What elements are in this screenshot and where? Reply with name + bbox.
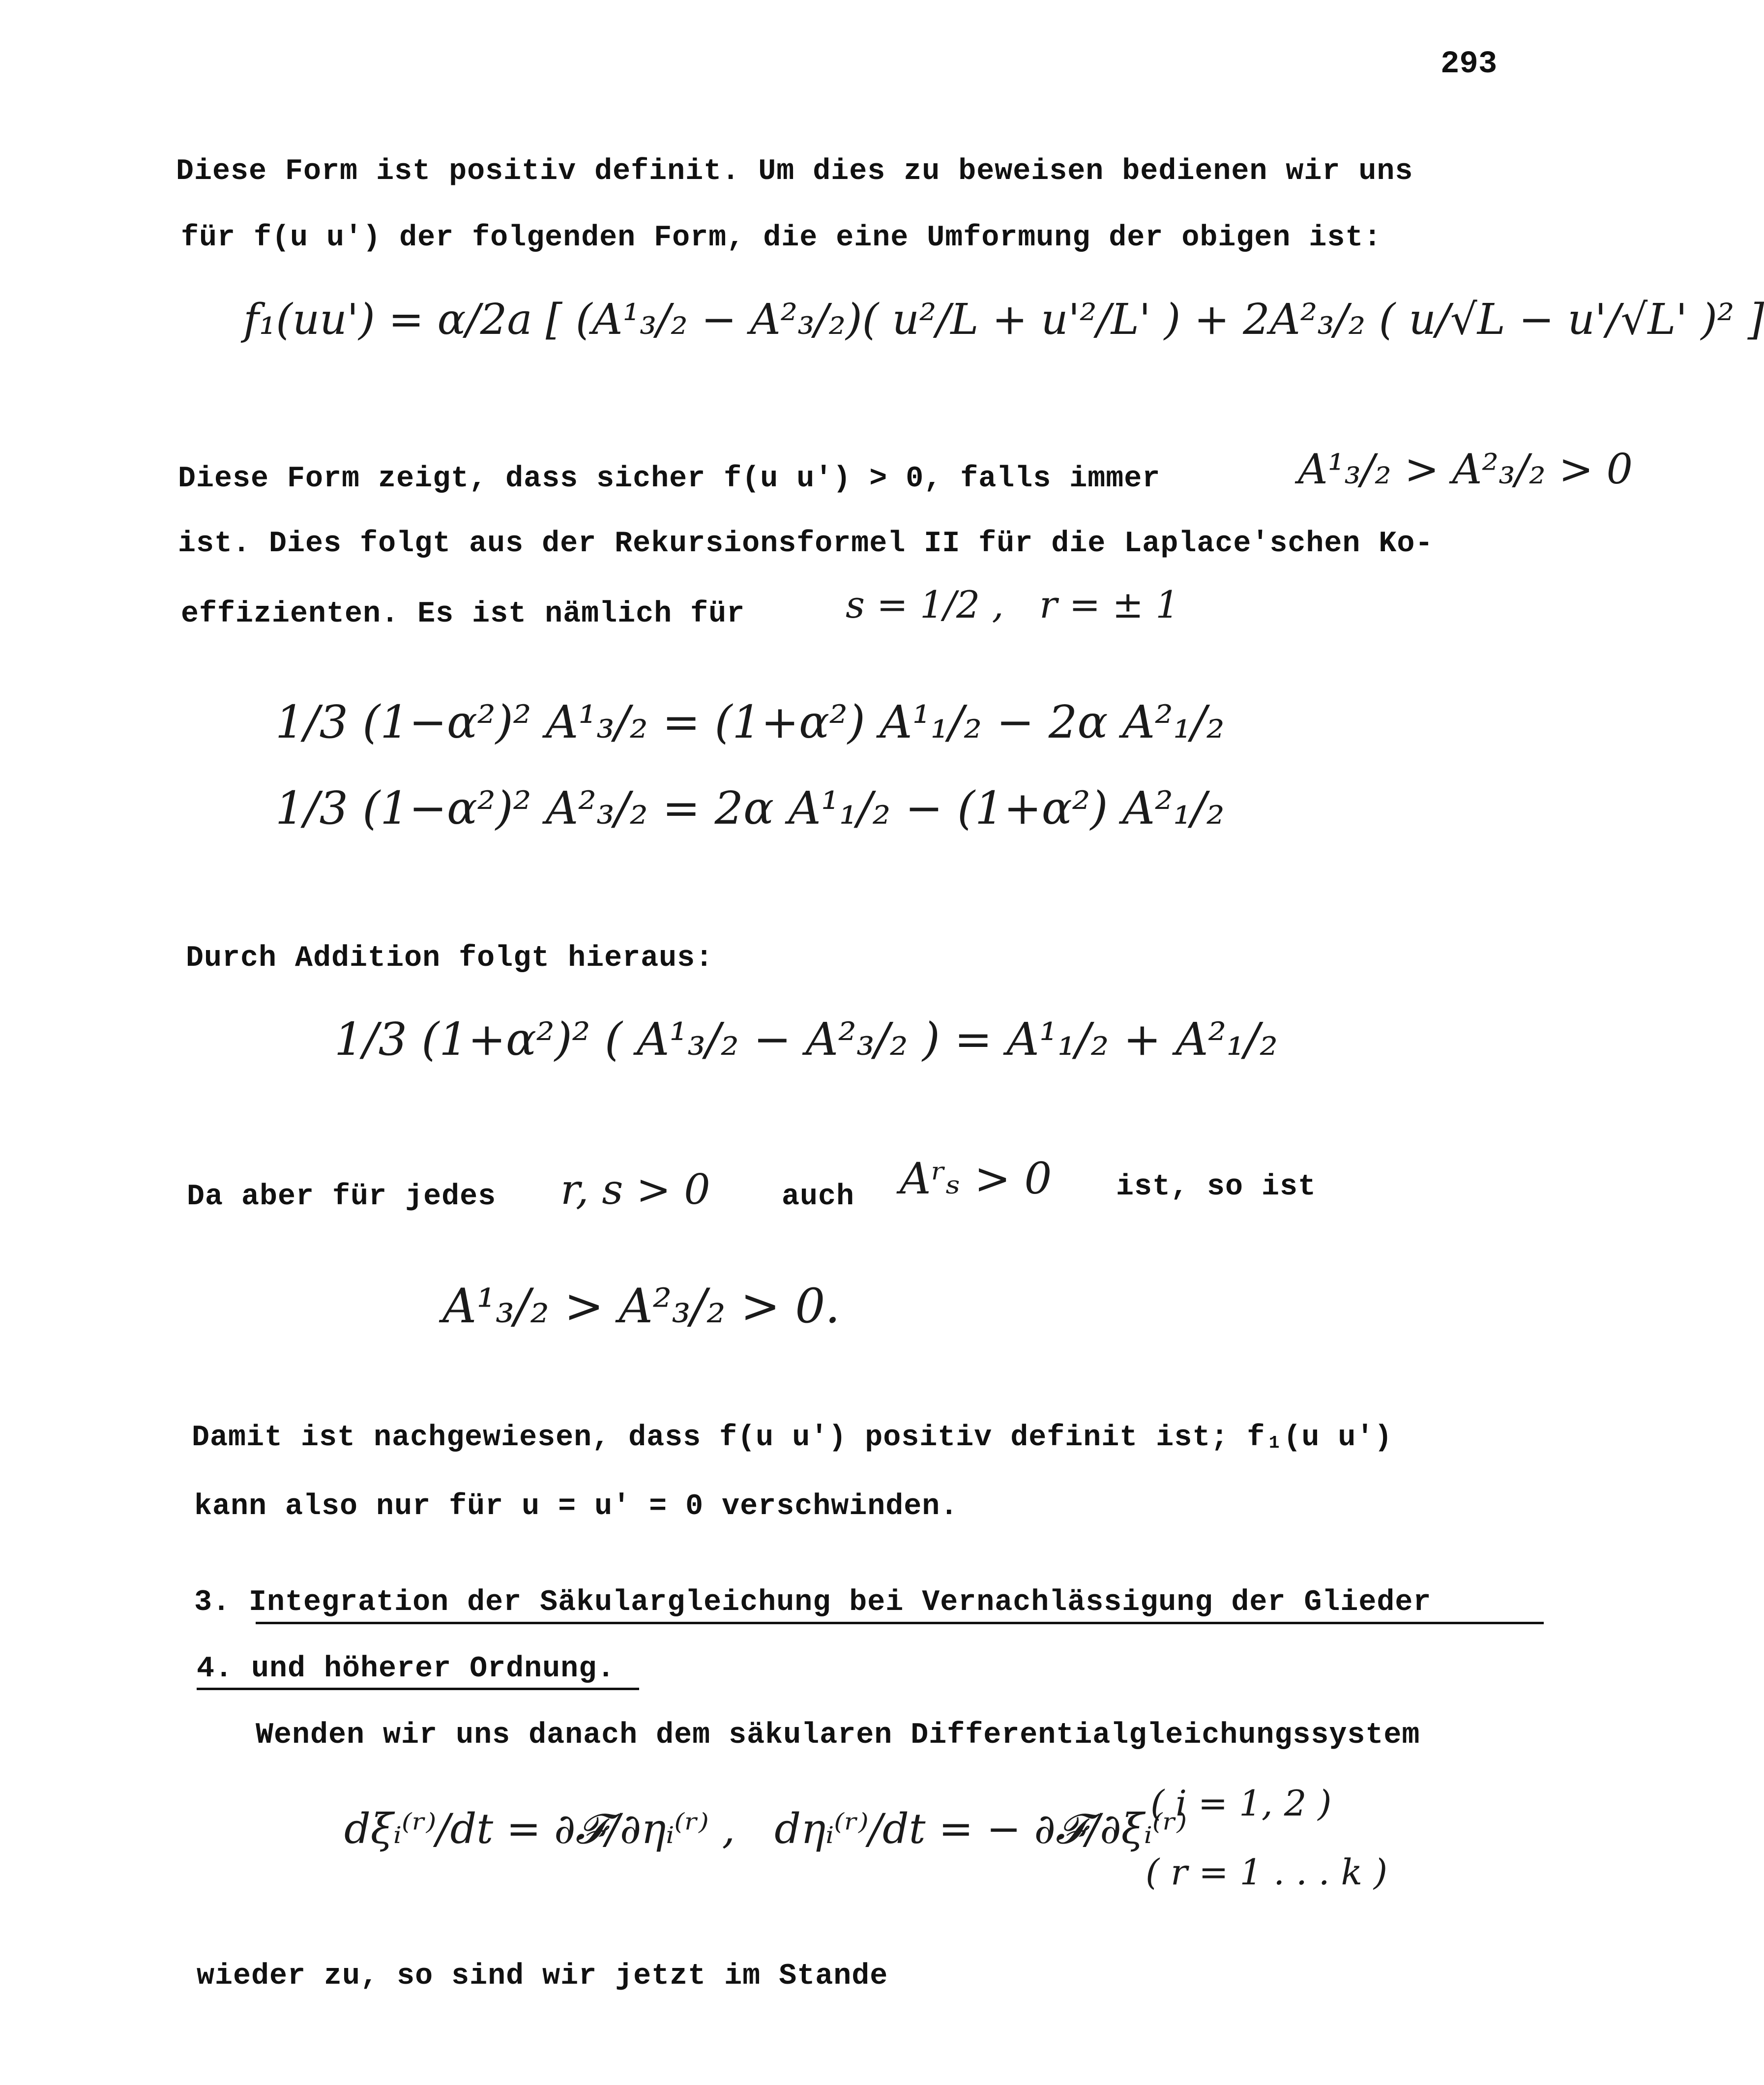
text-line-10: Damit ist nachgewiesen, dass f(u u') positiv definit ist; f₁(u u'): [192, 1421, 1393, 1455]
text-line-7: Da aber für jedes: [187, 1180, 497, 1214]
formula-svals: s = 1/2 , r = ± 1: [846, 583, 1179, 626]
text-line-8: auch: [782, 1180, 855, 1214]
formula-ode: dξᵢ⁽ʳ⁾/dt = ∂𝓕/∂ηᵢ⁽ʳ⁾ , dηᵢ⁽ʳ⁾/dt = − ∂𝓕/∂ξᵢ⁽ʳ⁾: [344, 1805, 1187, 1853]
formula-rs: r, s > 0: [560, 1165, 710, 1214]
text-line-9: ist, so ist: [1116, 1170, 1317, 1204]
formula-ineq1: A¹₃/₂ > A²₃/₂ > 0: [1298, 445, 1633, 493]
formula-index-i: ( i = 1, 2 ): [1150, 1783, 1332, 1824]
text-line-6: Durch Addition folgt hieraus:: [186, 942, 714, 975]
formula-recursion-2: 1/3 (1−α²)² A²₃/₂ = 2α A¹₁/₂ − (1+α²) A²₁/₂: [275, 782, 1225, 834]
formula-ineq2: A¹₃/₂ > A²₃/₂ > 0.: [442, 1279, 840, 1334]
formula-f1: f₁(uu') = α/2a [ (A¹₃/₂ − A²₃/₂)( u²/L + u'²/L' ) + 2A²₃/₂ ( u/√L − u'/√L' )² ]: [243, 295, 1764, 344]
formula-index-r: ( r = 1 . . . k ): [1146, 1851, 1388, 1893]
section-heading-line-1: 3. Integration der Säkulargleichung bei Vernachlässigung der Glieder: [194, 1586, 1432, 1619]
heading-underline-1: [256, 1622, 1544, 1624]
formula-ars: Aʳₛ > 0: [900, 1153, 1052, 1204]
text-line-2: für f(u u') der folgenden Form, die eine Umformung der obigen ist:: [181, 221, 1382, 255]
text-line-1: Diese Form ist positiv definit. Um dies zu beweisen bedienen wir uns: [176, 155, 1413, 188]
text-line-4: ist. Dies folgt aus der Rekursionsformel II für die Laplace'schen Ko-: [178, 527, 1434, 561]
formula-recursion-1: 1/3 (1−α²)² A¹₃/₂ = (1+α²) A¹₁/₂ − 2α A²₁/₂: [275, 696, 1225, 748]
section-heading-line-2: 4. und höherer Ordnung.: [197, 1652, 616, 1686]
page-number: 293: [1441, 47, 1498, 82]
text-line-12: Wenden wir uns danach dem säkularen Differentialgleichungssystem: [256, 1719, 1420, 1752]
text-line-13: wieder zu, so sind wir jetzt im Stande: [197, 1960, 888, 1993]
text-line-11: kann also nur für u = u' = 0 verschwinden.: [194, 1490, 959, 1523]
text-line-5: effizienten. Es ist nämlich für: [181, 597, 745, 631]
heading-underline-2: [197, 1688, 639, 1690]
text-line-3: Diese Form zeigt, dass sicher f(u u') > 0, falls immer: [178, 462, 1161, 496]
formula-sum: 1/3 (1+α²)² ( A¹₃/₂ − A²₃/₂ ) = A¹₁/₂ + A²₁/₂: [334, 1013, 1278, 1066]
